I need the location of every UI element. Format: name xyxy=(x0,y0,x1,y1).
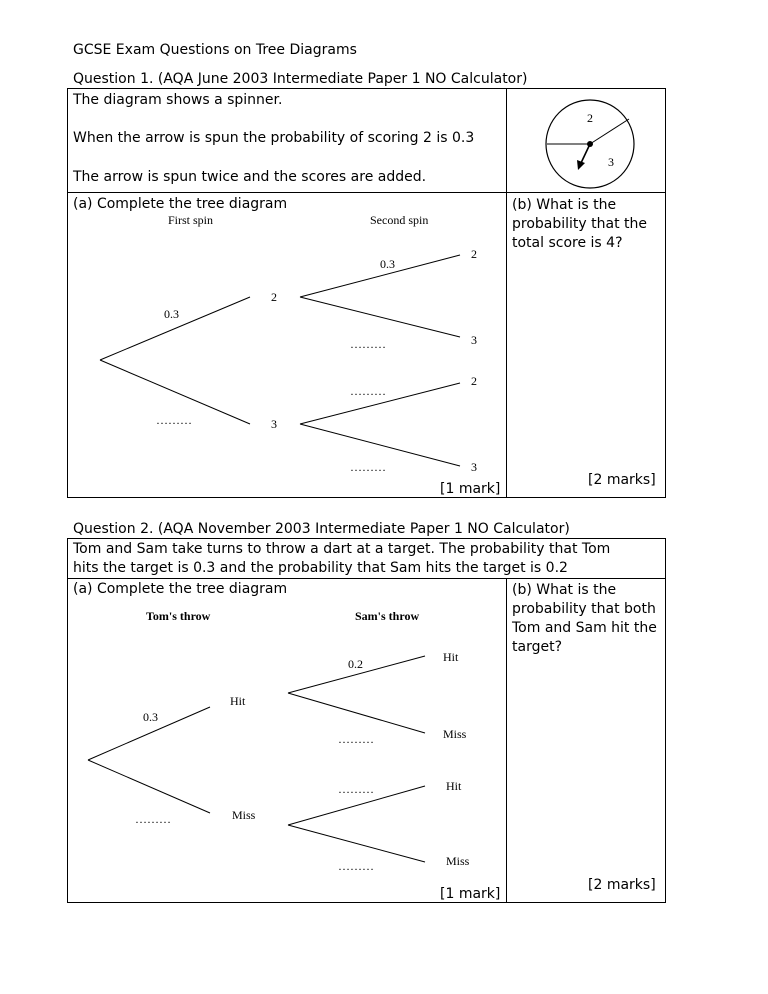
tree2-first-bottom-outcome: Miss xyxy=(232,808,256,822)
tree2-outcome-c: Hit xyxy=(446,779,462,793)
tree2-outcome-b: Miss xyxy=(443,727,467,741)
tree2-b2-bottom-prob: ……… xyxy=(338,859,374,873)
question-1-part-a: (a) Complete the tree diagram xyxy=(73,196,288,212)
question-2-intro-line-1: Tom and Sam take turns to throw a dart at a target. The probability that Tom xyxy=(73,541,611,557)
tree1-first-header: First spin xyxy=(168,213,214,227)
tree1-outcome-a: 2 xyxy=(471,247,477,261)
tree2-b2-top-prob: ……… xyxy=(338,782,374,796)
tree1-b2-top-prob: ……… xyxy=(350,384,386,398)
question-1-part-b: (b) What is the probability that the total score is 4? xyxy=(512,197,648,251)
tree2-b1-bottom-prob: ……… xyxy=(338,732,374,746)
document-title: GCSE Exam Questions on Tree Diagrams xyxy=(73,42,357,58)
question-1-probability-statement: When the arrow is spun the probability of scoring 2 is 0.3 xyxy=(73,130,475,146)
spinner-label-3: 3 xyxy=(608,155,614,169)
question-2-heading: Question 2. (AQA November 2003 Intermediate Paper 1 NO Calculator) xyxy=(73,521,570,537)
question-1-intro: The diagram shows a spinner. xyxy=(73,92,283,108)
tree2-first-top-prob: 0.3 xyxy=(143,710,158,724)
tree2-first-header: Tom's throw xyxy=(146,609,211,623)
tree1-first-top-prob: 0.3 xyxy=(164,307,179,321)
question-1-marks-a: [1 mark] xyxy=(440,481,501,497)
question-2-marks-b: [2 marks] xyxy=(588,877,656,893)
tree2-first-bottom-prob: ……… xyxy=(135,812,171,826)
tree1-outcome-c: 2 xyxy=(471,374,477,388)
tree1-outcome-b: 3 xyxy=(471,333,477,347)
tree2-second-header: Sam's throw xyxy=(355,609,420,623)
tree2-b1-top-prob: 0.2 xyxy=(348,657,363,671)
tree2-branch-b1-bottom xyxy=(288,693,425,733)
tree2-branch-first-bottom xyxy=(88,760,210,813)
tree1-first-bottom-prob: ……… xyxy=(156,413,192,427)
tree1-b1-bottom-prob: ……… xyxy=(350,337,386,351)
tree1-b1-top-prob: 0.3 xyxy=(380,257,395,271)
question-1-instruction: The arrow is spun twice and the scores are added. xyxy=(73,169,427,185)
question-2-part-a: (a) Complete the tree diagram xyxy=(73,581,288,597)
tree1-second-header: Second spin xyxy=(370,213,429,227)
tree1-first-bottom-outcome: 3 xyxy=(271,417,277,431)
tree1-b2-bottom-prob: ……… xyxy=(350,460,386,474)
tree2-branch-b2-bottom xyxy=(288,825,425,862)
question-1-heading: Question 1. (AQA June 2003 Intermediate Paper 1 NO Calculator) xyxy=(73,71,528,87)
tree1-first-top-outcome: 2 xyxy=(271,290,277,304)
tree2-first-top-outcome: Hit xyxy=(230,694,246,708)
spinner-label-2: 2 xyxy=(587,111,593,125)
tree1-outcome-d: 3 xyxy=(471,460,477,474)
question-2-part-b: (b) What is the probability that both Tom and Sam hit the target? xyxy=(512,582,657,655)
tree2-outcome-d: Miss xyxy=(446,854,470,868)
question-1-marks-b: [2 marks] xyxy=(588,472,656,488)
tree2-outcome-a: Hit xyxy=(443,650,459,664)
question-2-intro-line-2: hits the target is 0.3 and the probability that Sam hits the target is 0.2 xyxy=(73,560,568,576)
question-2-marks-a: [1 mark] xyxy=(440,886,501,902)
